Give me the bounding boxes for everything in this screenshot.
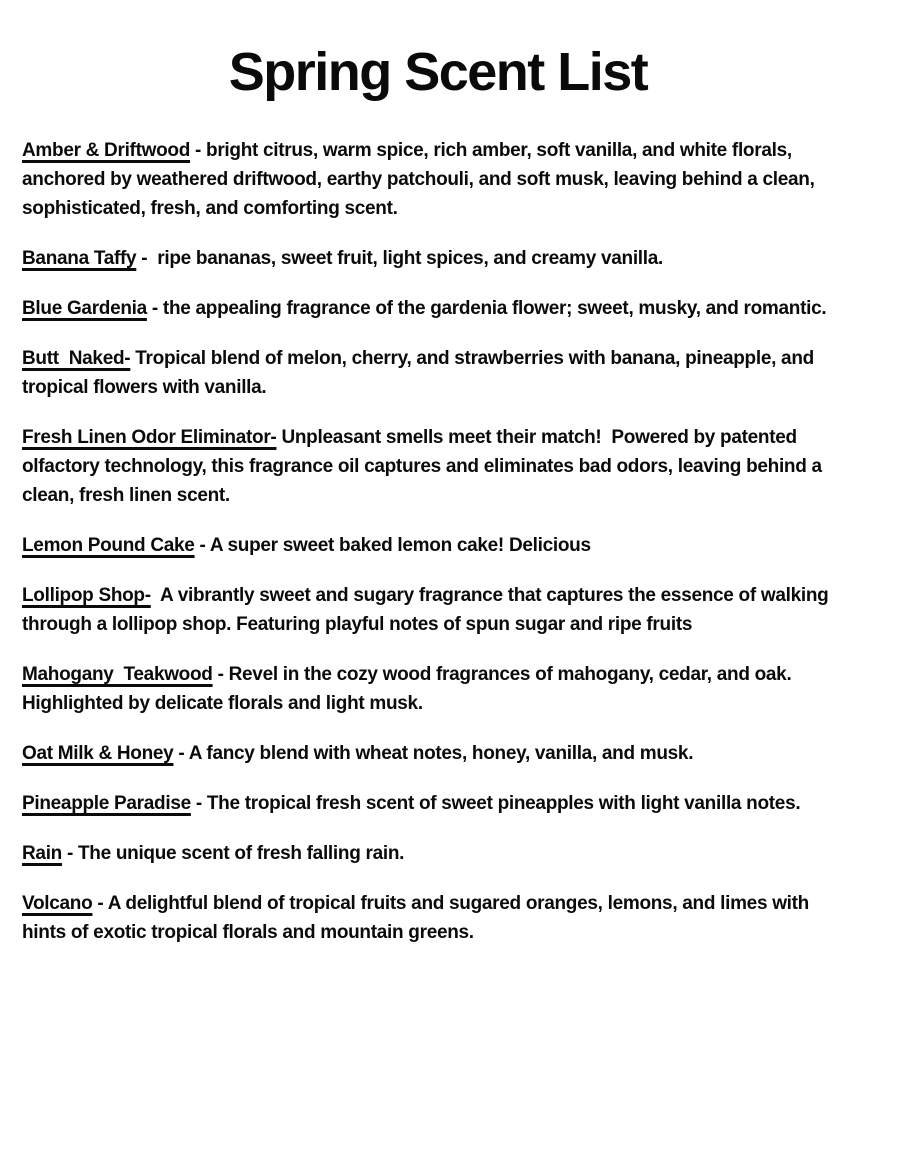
scent-entry-lollipop-shop [22,581,854,639]
scent-entry-banana-taffy [22,244,854,273]
scent-entry-rain [22,839,854,868]
scent-description: The unique scent of fresh falling rain. [77,843,405,865]
scent-entry-fresh-linen-odor-eliminator [22,423,854,510]
scent-name: Pineapple Paradise [22,793,191,815]
scent-description: the appealing fragrance of the gardenia flower; sweet, musky, and romantic. [162,298,827,320]
scent-description: Unpleasant smells meet their match! Powered by patented olfactory technology, this fragrance oil captures and eliminates bad odors, leaving behind a clean, fresh linen scent. [22,427,827,507]
scent-entry-blue-gardenia [22,294,854,323]
scent-separator: - [194,535,210,557]
scent-description: bright citrus, warm spice, rich amber, soft vanilla, and white florals, anchored by weathered driftwood, earthy patchouli, and soft musk, leaving behind a clean, sophisticated, fresh, and comforting scent. [22,140,820,220]
scent-entry-mahogany-teakwood [22,660,854,718]
scent-name: Rain [22,843,62,865]
scent-name: Mahogany Teakwood [22,664,213,686]
scent-separator: - [212,664,229,686]
scent-description: A fancy blend with wheat notes, honey, vanilla, and musk. [188,743,694,765]
scent-entry-lemon-pound-cake [22,531,854,560]
scent-description: The tropical fresh scent of sweet pineapples with light vanilla notes. [206,793,801,815]
scent-entry-butt-naked [22,344,854,402]
scent-separator: - [61,843,78,865]
scent-separator: - [173,743,189,765]
scent-separator: - [190,793,207,815]
scent-separator: - [92,893,108,915]
scent-separator [151,585,160,606]
page-title: Spring Scent List [228,42,648,102]
scent-name: Volcano [22,893,93,915]
scent-name: Fresh Linen Odor Eliminator- [22,427,277,449]
scent-entry-pineapple-paradise [22,789,854,818]
scent-separator: - [146,298,163,320]
scent-entry-amber-driftwood [22,136,854,223]
scent-entry-oat-milk-honey [22,739,854,768]
scent-separator: - [190,140,207,162]
scent-description: A super sweet baked lemon cake! Delicious [209,535,591,557]
scent-separator: - [136,248,158,270]
scent-name: Blue Gardenia [22,298,147,320]
scent-description: A delightful blend of tropical fruits and sugared oranges, lemons, and limes with hints of exotic tropical florals and mountain greens. [22,893,814,944]
scent-entry-volcano [22,889,854,947]
scent-name: Banana Taffy [22,248,137,270]
scent-name: Lemon Pound Cake [22,535,195,557]
scent-description: Revel in the cozy wood fragrances of mahogany, cedar, and oak. Highlighted by delicate florals and light musk. [22,664,797,715]
scent-name: Butt Naked- [22,348,131,370]
scent-name: Lollipop Shop- [22,585,151,607]
scent-name: Amber & Driftwood [22,140,191,162]
scent-description: ripe bananas, sweet fruit, light spices, and creamy vanilla. [157,248,664,270]
scent-description: A vibrantly sweet and sugary fragrance that captures the essence of walking through a lollipop shop. Featuring playful notes of spun sugar and ripe fruits [22,585,834,636]
scent-name: Oat Milk & Honey [22,743,174,765]
scent-description: Tropical blend of melon, cherry, and strawberries with banana, pineapple, and tropical flowers with vanilla. [22,348,819,399]
